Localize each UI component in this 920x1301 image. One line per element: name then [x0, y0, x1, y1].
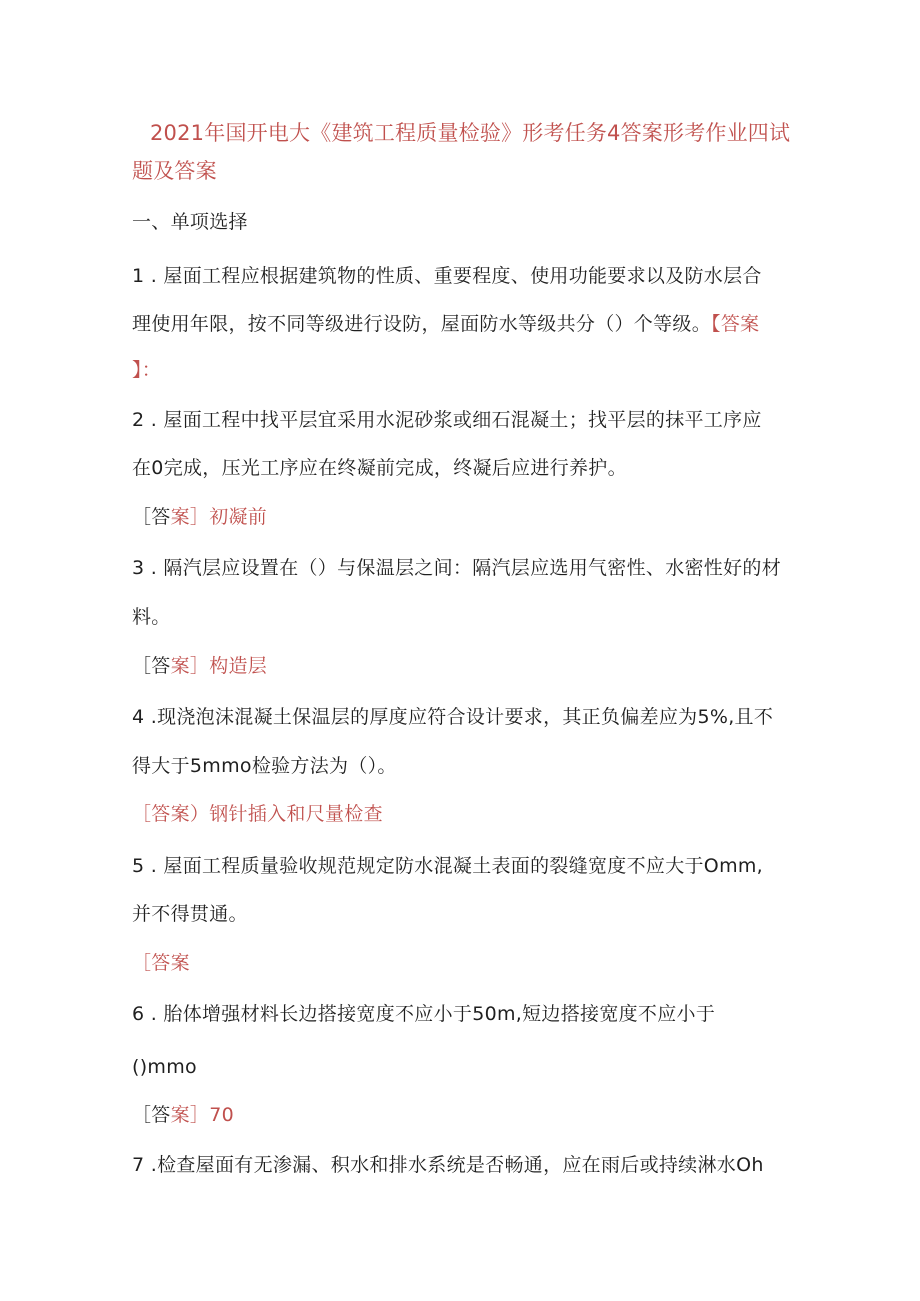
question-3-line-1: 3 . 隔汽层应设置在（）与保温层之间：隔汽层应选用气密性、水密性好的材 [132, 557, 782, 579]
section-heading: 一、单项选择 [132, 211, 248, 233]
question-1-text: 理使用年限，按不同等级进行设防，屋面防水等级共分（）个等级。 [132, 313, 712, 335]
question-4-answer: ［答案）钢针插入和尺量检查 [132, 803, 383, 825]
question-4-line-2: 得大于5mmo检验方法为（）。 [132, 755, 397, 777]
question-3-answer [132, 652, 267, 680]
question-1-line-1: 1 . 屋面工程应根据建筑物的性质、重要程度、使用功能要求以及防水层合 [132, 265, 762, 287]
question-1-answer-label: 【答案 [711, 313, 760, 335]
question-5-answer: ［答案 [132, 952, 190, 974]
question-6-answer [132, 1101, 234, 1129]
answer-text: 案］构造层 [170, 655, 268, 677]
document-title: 2021年国开电大《建筑工程质量检验》形考任务4答案形考作业四试题及答案 [132, 121, 791, 183]
question-1-answer: 】： [132, 359, 162, 381]
question-5-line-2: 并不得贯通。 [132, 903, 248, 925]
question-7-line-1: 7 .检查屋面有无渗漏、积水和排水系统是否畅通，应在雨后或持续淋水Oh [132, 1154, 764, 1176]
answer-bracket: ［答 [132, 655, 171, 677]
question-2-line-1: 2 . 屋面工程中找平层宜采用水泥砂浆或细石混凝土；找平层的抹平工序应 [132, 409, 762, 431]
question-1-line-2 [132, 310, 759, 338]
question-4-line-1: 4 .现浇泡沫混凝土保温层的厚度应符合设计要求，其正负偏差应为5%,且不 [132, 706, 774, 728]
question-6-line-1: 6 . 胎体增强材料长边搭接宽度不应小于50m,短边搭接宽度不应小于 [132, 1003, 716, 1025]
answer-text: 案］70 [170, 1104, 234, 1126]
question-2-line-2: 在0完成，压光工序应在终凝前完成，终凝后应进行养护。 [132, 457, 627, 479]
question-2-answer [132, 503, 267, 531]
answer-bracket: ［答 [132, 506, 171, 528]
question-6-line-2: ()mmo [132, 1056, 197, 1078]
question-5-line-1: 5 . 屋面工程质量验收规范规定防水混凝土表面的裂缝宽度不应大于Omm, [132, 855, 764, 877]
question-3-line-2: 料。 [132, 606, 171, 628]
answer-text: 案］初凝前 [170, 506, 268, 528]
answer-bracket: ［答 [132, 1104, 171, 1126]
